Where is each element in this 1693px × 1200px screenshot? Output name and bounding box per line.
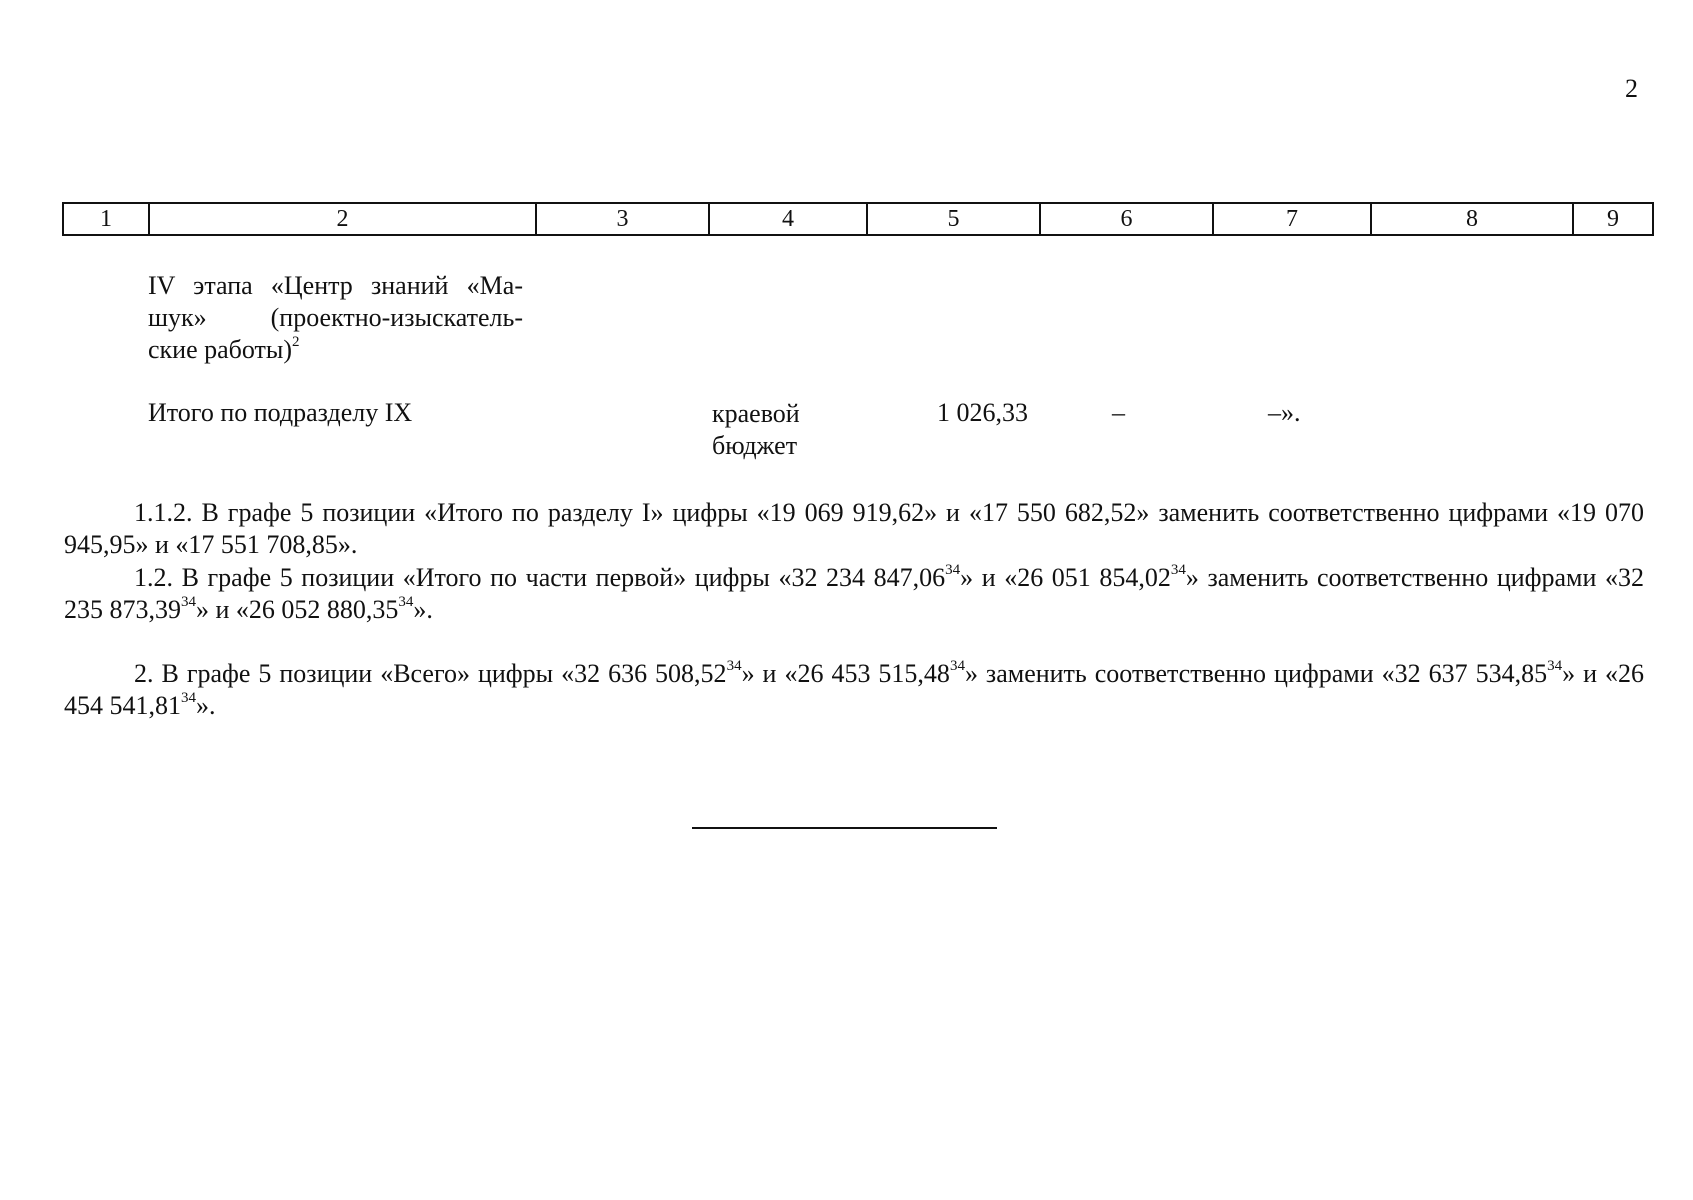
footnote-mark: 34 <box>398 594 414 611</box>
paragraph-text: ». <box>413 595 433 624</box>
column-number-cell: 1 <box>63 203 149 235</box>
total-row-amount: 1 026,33 <box>937 398 1028 427</box>
paragraph-text: 1.2. В графе 5 позиции «Итого по части первой» цифры «32 234 847,06 <box>134 563 946 592</box>
object-name-line: шук» (проектно-изыскатель- <box>148 303 523 332</box>
column-number-cell: 4 <box>709 203 867 235</box>
footnote-mark: 2 <box>292 334 300 351</box>
column-number-cell: 3 <box>536 203 709 235</box>
total-row-budget <box>712 398 800 462</box>
paragraph-1-2 <box>64 562 1644 626</box>
footnote-mark: 34 <box>181 594 196 611</box>
column-number-header <box>62 202 1654 236</box>
footnote-mark: 34 <box>726 658 742 675</box>
paragraph-text: 1.1.2. В графе 5 позиции «Итого по разделу I» цифры «19 069 919,62» и «17 550 682,52» заменить соответственно цифрами «19 070 945,95» и «17 551 708,85». <box>64 498 1644 559</box>
object-name-line <box>148 334 523 366</box>
page-number: 2 <box>1625 74 1638 103</box>
end-of-document-rule <box>692 827 997 829</box>
paragraph-text: ». <box>196 691 216 720</box>
footnote-mark: 34 <box>1547 658 1563 675</box>
footnote-mark: 34 <box>945 562 961 579</box>
object-name <box>148 270 523 366</box>
column-number-cell: 8 <box>1371 203 1573 235</box>
total-row-label: Итого по подразделу IX <box>148 398 413 427</box>
paragraph-text: » и «26 051 854,02 <box>960 563 1171 592</box>
paragraph-2 <box>64 658 1644 722</box>
paragraph-text: » и «26 454 541,81 <box>64 659 1644 720</box>
paragraph-text: » и «26 052 880,35 <box>196 595 399 624</box>
object-name-line: IV этапа «Центр знаний «Ма- <box>148 271 523 300</box>
paragraph-1-1-2 <box>64 497 1644 561</box>
paragraph-text: » и «26 453 515,48 <box>741 659 950 688</box>
footnote-mark: 34 <box>181 690 196 707</box>
budget-line: краевой <box>712 399 800 428</box>
column-number-cell: 2 <box>149 203 536 235</box>
total-row-dash: – <box>1112 398 1125 427</box>
column-number-cell: 6 <box>1040 203 1213 235</box>
object-name-text: ские работы) <box>148 335 293 364</box>
paragraph-text: » заменить соответственно цифрами «32 235 873,39 <box>64 563 1644 624</box>
footnote-mark: 34 <box>949 658 965 675</box>
total-row-closing: –». <box>1268 398 1301 427</box>
column-number-cell: 7 <box>1213 203 1371 235</box>
column-number-cell: 5 <box>867 203 1040 235</box>
paragraph-text: » заменить соответственно цифрами «32 637 534,85 <box>964 659 1548 688</box>
budget-line: бюджет <box>712 431 798 460</box>
column-number-row <box>63 203 1653 235</box>
footnote-mark: 34 <box>1170 562 1186 579</box>
column-number-cell: 9 <box>1573 203 1653 235</box>
paragraph-text: 2. В графе 5 позиции «Всего» цифры «32 636 508,52 <box>134 659 727 688</box>
